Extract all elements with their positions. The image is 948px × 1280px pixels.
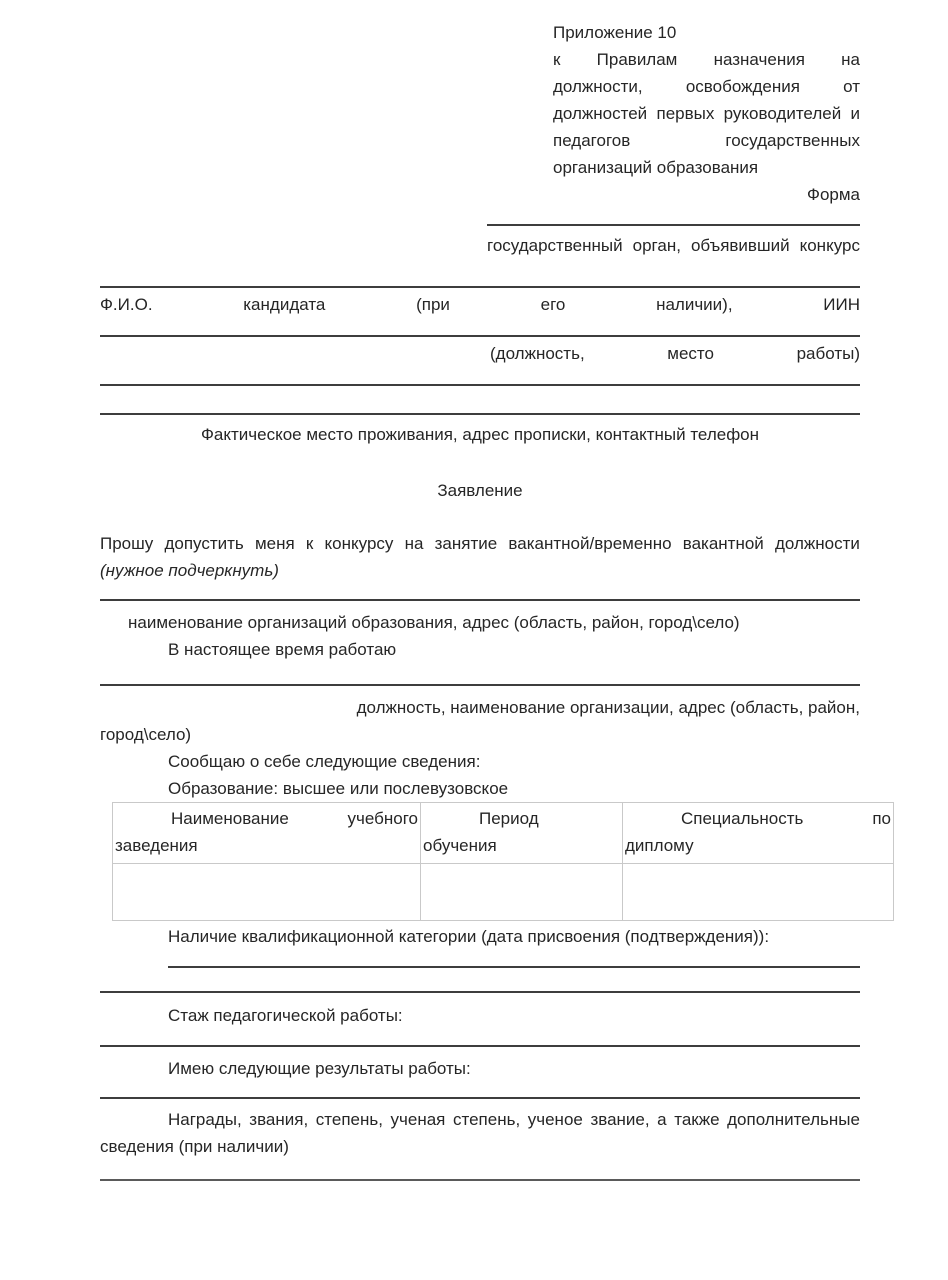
rules-reference-line-1: к Правилам назначения на (553, 50, 860, 69)
empty-cell-period (421, 864, 623, 921)
qualification-category-text: Наличие квалификационной категории (дата присвоения (подтверждения)): (168, 927, 770, 946)
results-blank-line (100, 1097, 860, 1099)
awards-blank-line (100, 1179, 860, 1181)
empty-cell-institution (113, 864, 421, 921)
appendix-title: Приложение 10 (553, 23, 677, 42)
experience-blank-line (100, 1045, 860, 1047)
table-header-institution (113, 803, 421, 864)
announcing-org-blank-line (487, 224, 860, 226)
residence-blank-line-1 (100, 384, 860, 386)
position-caption: (должность, место работы) (490, 344, 860, 363)
education-table-empty-row (113, 864, 894, 921)
work-place-caption-line-2: город\село) (100, 725, 192, 744)
announcing-org-caption: государственный орган, объявивший конкурс (487, 236, 860, 255)
request-text: Прошу допустить меня к конкурсу на занятие вакантной/временно вакантной должности (100, 534, 860, 553)
residence-caption: Фактическое место проживания, адрес прописки, контактный телефон (200, 425, 760, 444)
header-block (553, 0, 860, 208)
work-place-caption-line-1: должность, наименование организации, адрес (область, район, (356, 698, 860, 717)
empty-cell-speciality (623, 864, 894, 921)
rules-reference-line-3: должностей первых руководителей и (553, 104, 860, 123)
fio-blank-line (100, 286, 860, 288)
period-header-line-1: Период (479, 809, 539, 828)
education-table-header-row (113, 803, 894, 864)
form-label: Форма (807, 185, 860, 204)
institution-header-line-1: Наименование учебного (171, 809, 418, 828)
qualification-blank-line-1 (168, 966, 860, 968)
education-level-text: Образование: высшее или послевузовское (168, 779, 509, 798)
teaching-experience-text: Стаж педагогической работы: (168, 1006, 403, 1025)
speciality-header-line-1: Специальность по (681, 809, 891, 828)
current-work-text: В настоящее время работаю (168, 640, 397, 659)
residence-blank-line-2 (100, 413, 860, 415)
rules-reference-line-2: должности, освобождения от (553, 77, 860, 96)
awards-text-line-1: Награды, звания, степень, ученая степень, ученое звание, а также дополнительные (168, 1110, 860, 1129)
period-header-line-2: обучения (423, 836, 497, 855)
awards-text-line-2: сведения (при наличии) (100, 1137, 289, 1156)
table-header-period (421, 803, 623, 864)
fio-caption: Ф.И.О. кандидата (при его наличии), ИИН (100, 295, 860, 314)
table-header-speciality (623, 803, 894, 864)
underline-note: (нужное подчеркнуть) (100, 561, 279, 580)
institution-header-line-2: заведения (115, 836, 198, 855)
rules-reference-line-4: педагогов государственных (553, 131, 860, 150)
position-blank-line (100, 335, 860, 337)
qualification-blank-line-2 (100, 991, 860, 993)
work-results-text: Имею следующие результаты работы: (168, 1059, 471, 1078)
personal-info-text: Сообщаю о себе следующие сведения: (168, 752, 481, 771)
speciality-header-line-2: диплому (625, 836, 694, 855)
application-title: Заявление (437, 481, 523, 500)
work-place-blank-line (100, 684, 860, 686)
education-org-caption: наименование организаций образования, адрес (область, район, город\село) (128, 613, 740, 632)
education-org-blank-line (100, 599, 860, 601)
education-table (112, 802, 894, 921)
document-content (100, 0, 891, 1181)
rules-reference-line-5: организаций образования (553, 158, 759, 177)
